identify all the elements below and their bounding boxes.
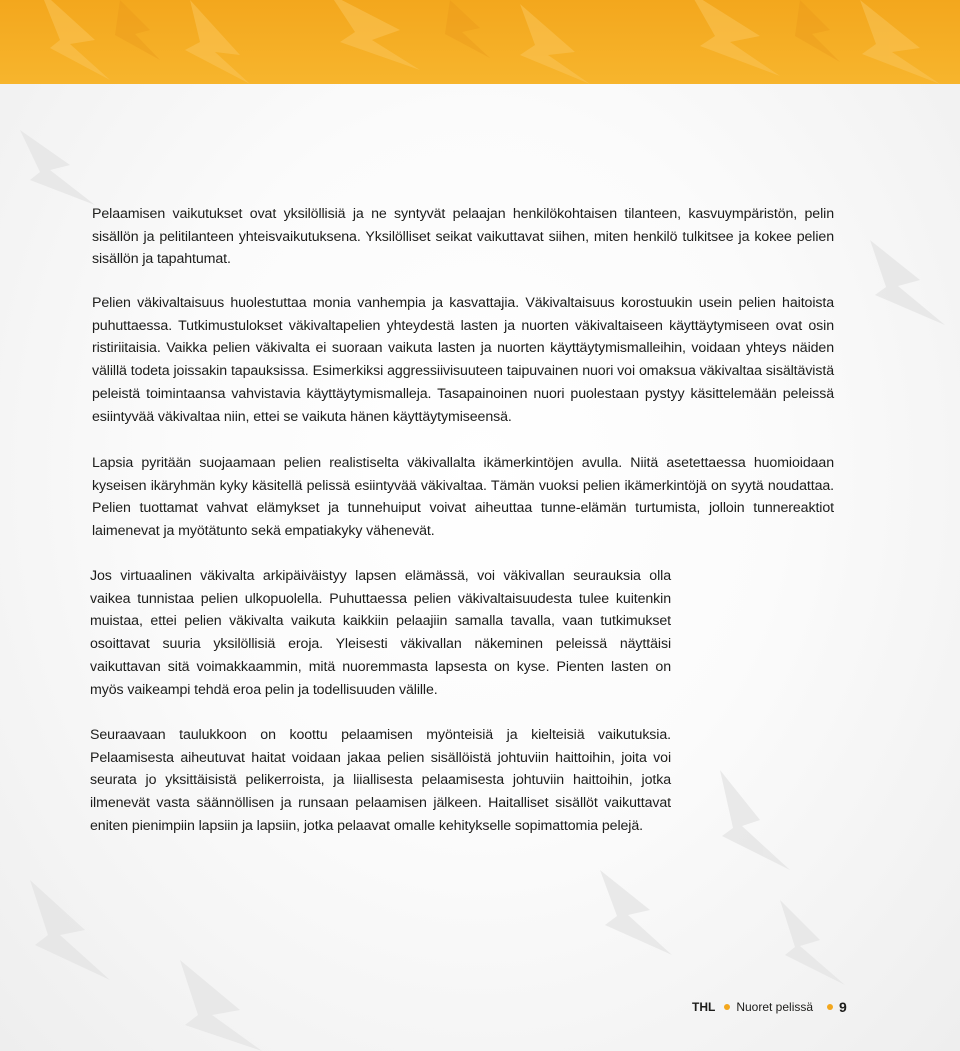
paragraph-5-text: Seuraavaan taulukkoon on koottu pelaamisen myönteisiä ja kielteisiä vaikutuksia. Pelaamisesta aiheutuvat haitat voidaan jakaa pelien sisällöistä johtuviin haittoihin, joita voi seurata jo yksittäisistä pelikerroista, ja liiallisesta pelaamisesta johtuviin haittoihin, jotka ilmenevät vasta säännöllisen ja runsaan pelaamisen jälkeen. Haitalliset sisällöt vaikuttavat eniten pienimpiin lapsiin ja lapsiin, jotka pelaavat omalle kehitykselle sopimattomia pelejä. <box>90 727 671 834</box>
paragraph-1-text: Pelaamisen vaikutukset ovat yksilöllisiä ja ne syntyvät pelaajan henkilökohtaisen tilanteen, kasvuympäristön, pelin sisällön ja pelitilanteen yhteisvaikutuksena. Yksilölliset seikat vaikuttavat siihen, miten henkilö tulkitsee ja kokee pelien sisällön ja tapahtumat. <box>92 206 834 268</box>
paragraph-4 <box>90 565 671 701</box>
footer-bullet-icon <box>827 1004 833 1010</box>
page-number: 9 <box>839 999 847 1015</box>
paragraph-2-text: Pelien väkivaltaisuus huolestuttaa monia vanhempia ja kasvattajia. Väkivaltaisuus korostuukin usein pelien haitoista puhuttaessa. Tutkimustulokset väkivaltapelien yhteydestä lasten ja nuorten väkivaltaiseen käyttäytymiseen ovat osin ristiriitaisia. Vaikka pelien väkivalta ei suoraan vaikuta lasten ja nuorten käyttäytymismalleihin, voidaan yhteys näiden välillä todeta joissakin tapauksissa. Esimerkiksi aggressiivisuuteen taipuvainen nuori voi omaksua väkivaltaa sisältävistä peleistä toimintaansa vahvistavia käyttäytymismalleja. Tasapainoinen nuori puolestaan pystyy käsittelemään peleissä esiintyvää väkivaltaa niin, ettei se vaikuta hänen käyttäytymiseensä. <box>92 295 834 425</box>
paragraph-4-text: Jos virtuaalinen väkivalta arkipäiväistyy lapsen elämässä, voi väkivallan seurauksia olla vaikea tunnistaa pelien ulkopuolella. Puhuttaessa pelien väkivaltaisuudesta tulee kuitenkin muistaa, ettei pelien väkivalta vaikuta kaikkiin pelaajiin samalla tavalla, vaan tutkimukset osoittavat suuria yksilöllisiä eroja. Yleisesti väkivallan näkeminen peleissä näyttäisi vaikuttavan sitä voimakkaammin, mitä nuoremmasta lapsesta on kyse. Pienten lasten on myös vaikeampi tehdä eroa pelin ja todellisuuden välille. <box>90 568 671 698</box>
paragraph-3 <box>92 452 834 543</box>
paragraph-5 <box>90 724 671 838</box>
paragraph-2 <box>92 292 834 428</box>
footer-bullet-icon <box>724 1004 730 1010</box>
footer-publication-title: Nuoret pelissä <box>736 1000 814 1014</box>
page-footer <box>692 996 847 1018</box>
paragraph-3-text: Lapsia pyritään suojaamaan pelien realistiselta väkivallalta ikämerkintöjen avulla. Niitä asetettaessa huomioidaan kyseisen ikäryhmän kyky käsitellä pelissä esiintyvää väkivaltaa. Tämän vuoksi pelien ikämerkintöjä on syytä noudattaa. Pelien tuottamat vahvat elämykset ja tunnehuiput voivat aiheuttaa tunne-elämän turtumista, jolloin tunnereaktiot laimenevat ja myötätunto sekä empatiakyky vähenevät. <box>92 455 834 540</box>
footer-organization: THL <box>692 1000 716 1014</box>
paragraph-1 <box>92 203 834 271</box>
